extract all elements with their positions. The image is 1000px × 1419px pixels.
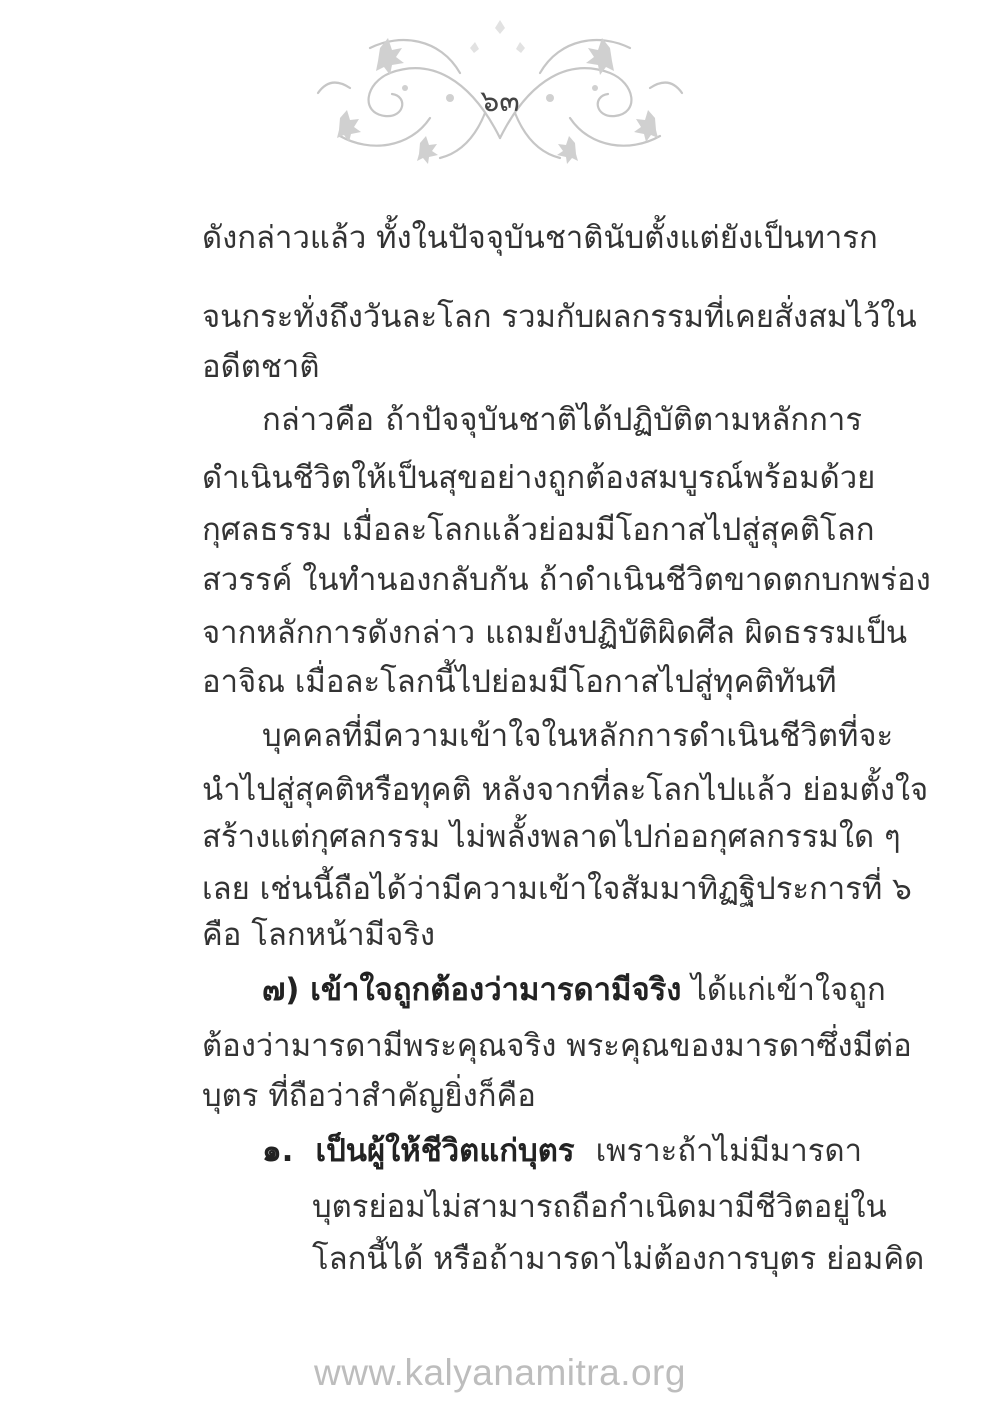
section-7-heading-line: [262, 963, 886, 1017]
item-1-line: โลกนี้ได้ หรือถ้ามารดาไม่ต้องการบุตร ย่อมคิด: [312, 1241, 925, 1277]
paragraph-line: กุศลธรรม เมื่อละโลกแล้วย่อมมีโอกาสไปสู่สุคติโลก: [202, 512, 875, 548]
page-number: ๖๓: [480, 84, 520, 119]
paragraph-line: บุคคลที่มีความเข้าใจในหลักการดำเนินชีวิตที่จะ: [262, 718, 894, 754]
paragraph-line: อาจิณ เมื่อละโลกนี้ไปย่อมมีโอกาสไปสู่ทุคติทันที: [202, 664, 837, 700]
paragraph-line: ดังกล่าวแล้ว ทั้งในปัจจุบันชาตินับตั้งแต่ยังเป็นทารก: [202, 220, 878, 256]
paragraph-line: จนกระทั่งถึงวันละโลก รวมกับผลกรรมที่เคยสั่งสมไว้ใน: [202, 299, 917, 335]
paragraph-line: นำไปสู่สุคติหรือทุคติ หลังจากที่ละโลกไปแล้ว ย่อมตั้งใจ: [202, 772, 929, 808]
paragraph-line: ดำเนินชีวิตให้เป็นสุขอย่างถูกต้องสมบูรณ์พร้อมด้วย: [202, 460, 876, 496]
footer-url: www.kalyanamitra.org: [314, 1352, 686, 1393]
section-7-heading-rest: ได้แก่เข้าใจถูก: [681, 972, 886, 1008]
paragraph-line: ต้องว่ามารดามีพระคุณจริง พระคุณของมารดาซึ่งมีต่อ: [202, 1028, 912, 1064]
paragraph-line: คือ โลกหน้ามีจริง: [202, 917, 436, 953]
paragraph-line: จากหลักการดังกล่าว แถมยังปฏิบัติผิดศีล ผิดธรรมเป็น: [202, 615, 908, 651]
paragraph-line: สร้างแต่กุศลกรรม ไม่พลั้งพลาดไปก่ออกุศลกรรมใด ๆ: [202, 819, 901, 855]
item-1-heading: ๑. เป็นผู้ให้ชีวิตแก่บุตร: [262, 1133, 575, 1169]
paragraph-line: บุตร ที่ถือว่าสำคัญยิ่งก็คือ: [202, 1078, 536, 1114]
item-1-heading-rest: เพราะถ้าไม่มีมารดา: [574, 1133, 862, 1169]
paragraph-line: อดีตชาติ: [202, 349, 320, 385]
section-7-heading: ๗) เข้าใจถูกต้องว่ามารดามีจริง: [262, 972, 682, 1008]
paragraph-line: สวรรค์ ในทำนองกลับกัน ถ้าดำเนินชีวิตขาดตกบกพร่อง: [202, 562, 931, 598]
paragraph-line: เลย เช่นนี้ถือได้ว่ามีความเข้าใจสัมมาทิฏฐิประการที่ ๖: [202, 871, 912, 907]
paragraph-line: กล่าวคือ ถ้าปัจจุบันชาติได้ปฏิบัติตามหลักการ: [262, 402, 862, 438]
item-1-line: บุตรย่อมไม่สามารถถือกำเนิดมามีชีวิตอยู่ใน: [312, 1189, 887, 1225]
item-1-heading-line: [262, 1124, 862, 1178]
